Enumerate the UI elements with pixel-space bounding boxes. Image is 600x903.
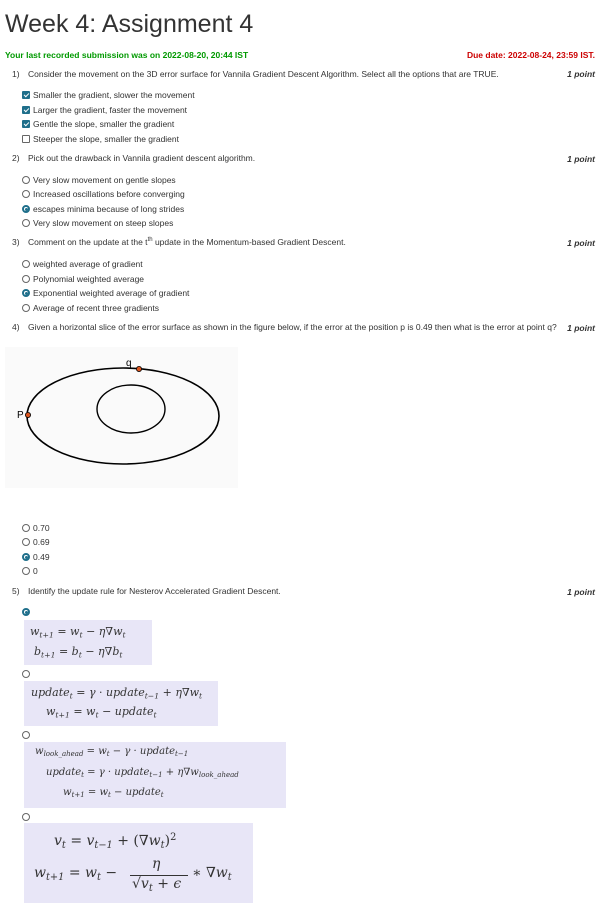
q2-option-4[interactable] xyxy=(22,218,173,228)
question-4-points: 1 point xyxy=(567,323,595,333)
radio-selected-icon[interactable] xyxy=(22,553,30,561)
question-3-prompt-end: update in the Momentum-based Gradient Descent. xyxy=(152,237,346,247)
q5-opt2-line1: update$_t$ = γ · update$_{t-1}$ + $\eta\nabla w_t$ xyxy=(31,686,203,701)
radio-unselected-icon[interactable] xyxy=(22,190,30,198)
question-1-text xyxy=(12,69,499,79)
outer-contour xyxy=(27,368,219,464)
q1-option-3[interactable] xyxy=(22,119,174,129)
question-3-text xyxy=(12,237,346,247)
question-2-points: 1 point xyxy=(567,154,595,164)
point-p-label: P xyxy=(17,410,24,421)
q1-option-1[interactable] xyxy=(22,90,195,100)
radio-unselected-icon[interactable] xyxy=(22,304,30,312)
question-5-number: 5) xyxy=(12,586,20,596)
radio-unselected-icon[interactable] xyxy=(22,275,30,283)
q3-option-1-label: weighted average of gradient xyxy=(33,259,143,269)
q5-option-1-formula xyxy=(24,620,152,665)
q4-option-1-label: 0.70 xyxy=(33,523,50,533)
question-3-points: 1 point xyxy=(567,238,595,248)
checkbox-checked-icon[interactable] xyxy=(22,106,30,114)
q2-option-3-label: escapes minima because of long strides xyxy=(33,204,185,214)
q5-opt3-line2: update$_t$ = γ · update$_{t-1}$ + $\eta\nabla w_{look\_ahead}$ xyxy=(46,767,239,780)
q3-option-2-label: Polynomial weighted average xyxy=(33,274,145,284)
question-4-text xyxy=(12,322,557,332)
q5-opt4-line2: $w_{t+1} = w_t$ − xyxy=(34,865,118,883)
q5-option-4-formula xyxy=(24,823,253,903)
q5-opt1-line2: $b_{t+1} = b_t - \eta\nabla b_t$ xyxy=(34,645,123,660)
radio-unselected-icon[interactable] xyxy=(22,567,30,575)
radio-unselected-icon[interactable] xyxy=(22,176,30,184)
q1-option-3-label: Gentle the slope, smaller the gradient xyxy=(33,119,175,129)
q5-opt3-line1: $w_{look\_ahead} = w_t - \gamma$ · update$_{t-1}$ xyxy=(35,746,189,759)
last-submission-text: Your last recorded submission was on 2022-08-20, 20:44 IST xyxy=(5,50,249,60)
q4-option-3-label: 0.49 xyxy=(33,552,50,562)
question-5-prompt: Identify the update rule for Nesterov Accelerated Gradient Descent. xyxy=(28,586,281,596)
contour-plot xyxy=(5,347,238,488)
question-4-prompt: Given a horizontal slice of the error surface as shown in the figure below, if the error at the position p is 0.49 then what is the error at point q? xyxy=(28,322,557,332)
q1-option-1-label: Smaller the gradient, slower the movement xyxy=(33,90,195,100)
q4-option-1[interactable] xyxy=(22,523,50,533)
q3-option-1[interactable] xyxy=(22,259,143,269)
q5-option-2-formula xyxy=(24,681,218,726)
point-q-label: q xyxy=(126,358,132,369)
radio-unselected-icon[interactable] xyxy=(22,538,30,546)
q4-option-4-label: 0 xyxy=(33,566,38,576)
question-2-text xyxy=(12,153,255,163)
q5-option-1-radio[interactable] xyxy=(22,608,30,616)
radio-unselected-icon[interactable] xyxy=(22,260,30,268)
q5-opt3-line3: $w_{t+1} = w_t$ − update$_t$ xyxy=(63,787,164,800)
q2-option-2-label: Increased oscillations before converging xyxy=(33,189,185,199)
question-3-number: 3) xyxy=(12,237,20,247)
question-3-superscript: th xyxy=(147,237,153,244)
q5-opt2-line2: $w_{t+1} = w_t$ − update$_t$ xyxy=(46,705,157,720)
question-1-points: 1 point xyxy=(567,69,595,79)
q5-option-2-radio[interactable] xyxy=(22,670,30,678)
point-q-marker xyxy=(136,366,141,371)
radio-selected-icon[interactable] xyxy=(22,205,30,213)
radio-selected-icon[interactable] xyxy=(22,289,30,297)
q2-option-1[interactable] xyxy=(22,175,176,185)
question-1-prompt: Consider the movement on the 3D error surface for Vannila Gradient Descent Algorithm. Select all the options that are TRUE. xyxy=(28,69,499,79)
checkbox-checked-icon[interactable] xyxy=(22,91,30,99)
q2-option-2[interactable] xyxy=(22,189,185,199)
q3-option-4[interactable] xyxy=(22,303,159,313)
question-5-text xyxy=(12,586,281,596)
question-2-number: 2) xyxy=(12,153,20,163)
question-5-points: 1 point xyxy=(567,587,595,597)
inner-contour xyxy=(97,385,165,433)
q3-option-4-label: Average of recent three gradients xyxy=(33,303,160,313)
q3-option-3-label: Exponential weighted average of gradient xyxy=(33,288,190,298)
q1-option-2[interactable] xyxy=(22,105,187,115)
q5-opt4-line1: $v_t = v_{t-1} + (\nabla w_t)^2$ xyxy=(54,832,177,851)
question-1-number: 1) xyxy=(12,69,20,79)
q2-option-1-label: Very slow movement on gentle slopes xyxy=(33,175,176,185)
q5-option-4-radio[interactable] xyxy=(22,813,30,821)
q2-option-3[interactable] xyxy=(22,204,184,214)
due-date-text: Due date: 2022-08-24, 23:59 IST. xyxy=(466,50,595,60)
q5-opt4-tail: ∗ $\nabla w_t$ xyxy=(192,865,232,883)
radio-unselected-icon[interactable] xyxy=(22,219,30,227)
page-title: Week 4: Assignment 4 xyxy=(5,10,254,38)
q1-option-4[interactable] xyxy=(22,134,179,144)
q4-option-3[interactable] xyxy=(22,552,50,562)
q4-option-2[interactable] xyxy=(22,537,50,547)
radio-unselected-icon[interactable] xyxy=(22,524,30,532)
point-p-marker xyxy=(25,412,30,417)
question-3-prompt-start: Comment on the update at the t xyxy=(28,237,148,247)
checkbox-unchecked-icon[interactable] xyxy=(22,135,30,143)
question-4-number: 4) xyxy=(12,322,20,332)
error-surface-contour-figure xyxy=(5,347,238,488)
q5-option-3-radio[interactable] xyxy=(22,731,30,739)
q3-option-3[interactable] xyxy=(22,288,189,298)
q5-option-3-formula xyxy=(24,742,286,808)
q4-option-4[interactable] xyxy=(22,566,38,576)
q2-option-4-label: Very slow movement on steep slopes xyxy=(33,218,174,228)
q5-opt4-denominator: $√v_t + \epsilon$ xyxy=(132,876,182,894)
q5-opt1-line1: $w_{t+1} = w_t - \eta\nabla w_t$ xyxy=(30,625,126,640)
q3-option-2[interactable] xyxy=(22,274,144,284)
checkbox-checked-icon[interactable] xyxy=(22,120,30,128)
q1-option-4-label: Steeper the slope, smaller the gradient xyxy=(33,134,180,144)
q4-option-2-label: 0.69 xyxy=(33,537,50,547)
q1-option-2-label: Larger the gradient, faster the movement xyxy=(33,105,188,115)
question-2-prompt: Pick out the drawback in Vannila gradient descent algorithm. xyxy=(28,153,256,163)
q5-opt4-eta: η xyxy=(152,856,161,872)
